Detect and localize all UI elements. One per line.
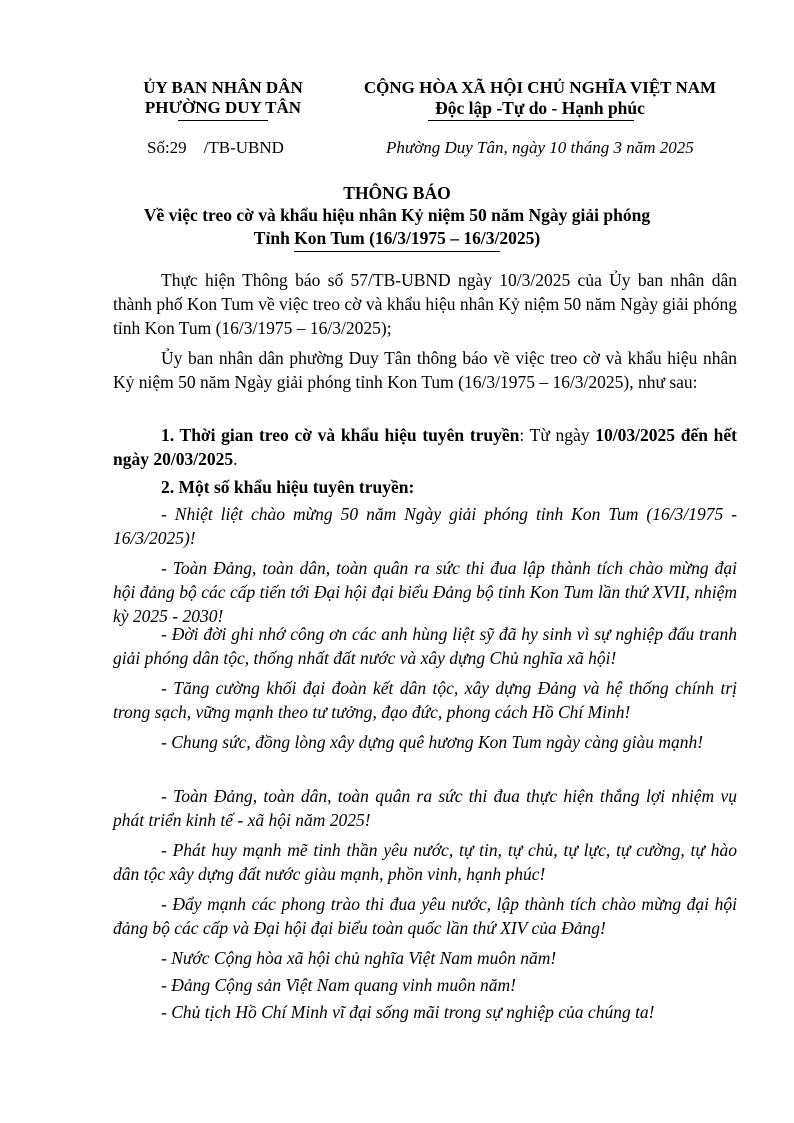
slogan-11 [113,1000,737,1024]
slogan-3 [113,622,737,670]
doc-subject-line2: Tỉnh Kon Tum (16/3/1975 – 16/3/2025) [253,228,541,248]
section-1-text: : Từ ngày [519,425,596,445]
slogan-text: - Đẩy mạnh các phong trào thi đua yêu nước, lập thành tích chào mừng đại hội đảng bộ các cấp và Đại hội đại biểu toàn quốc lần thứ XIV của Đảng! [113,894,737,938]
slogan-1 [113,502,737,550]
slogan-text: - Toàn Đảng, toàn dân, toàn quân ra sức thi đua lập thành tích chào mừng đại hội đảng bộ các cấp tiến tới Đại hội đại biểu Đảng bộ tỉnh Kon Tum lần thứ XVII, nhiệm kỳ 2025 - 2030! [113,558,737,626]
slogan-8 [113,892,737,940]
place-date: Phường Duy Tân, ngày 10 tháng 3 năm 2025 [386,138,694,157]
nation-motto: Độc lập -Tự do - Hạnh phúc [435,98,645,118]
slogan-10 [113,973,737,997]
org-underline [178,120,268,121]
title-underline [294,251,500,252]
nation-name: CỘNG HÒA XÃ HỘI CHỦ NGHĨA VIỆT NAM [363,78,717,97]
paragraph-text: Thực hiện Thông báo số 57/TB-UBND ngày 10/3/2025 của Ủy ban nhân dân thành phố Kon Tum về việc treo cờ và khẩu hiệu nhân Kỷ niệm 50 năm Ngày giải phóng tỉnh Kon Tum (16/3/1975 – 16/3/2025); [113,270,737,338]
slogan-text: - Đời đời ghi nhớ công ơn các anh hùng liệt sỹ đã hy sinh vì sự nghiệp đấu tranh giải phóng dân tộc, thống nhất đất nước và xây dựng Chủ nghĩa xã hội! [113,624,737,668]
slogan-text: - Chung sức, đồng lòng xây dựng quê hương Kon Tum ngày càng giàu mạnh! [161,732,704,752]
slogan-text: - Phát huy mạnh mẽ tinh thần yêu nước, tự tin, tự chủ, tự lực, tự cường, tự hào dân tộc xây dựng đất nước giàu mạnh, phồn vinh, hạnh phúc! [113,840,737,884]
slogan-text: - Nhiệt liệt chào mừng 50 năm Ngày giải phóng tỉnh Kon Tum (16/3/1975 - 16/3/2025)! [113,504,737,548]
slogan-text: - Toàn Đảng, toàn dân, toàn quân ra sức thi đua thực hiện thắng lợi nhiệm vụ phát triển kinh tế - xã hội năm 2025! [113,786,737,830]
intro-paragraph-1 [113,268,737,340]
slogan-text: - Tăng cường khối đại đoàn kết dân tộc, xây dựng Đảng và hệ thống chính trị trong sạch, vững mạnh theo tư tưởng, đạo đức, phong cách Hồ Chí Minh! [113,678,737,722]
section-2-heading: 2. Một số khẩu hiệu tuyên truyền: [161,477,415,497]
motto-underline [428,120,634,121]
section-1-heading: 1. Thời gian treo cờ và khẩu hiệu tuyên truyền [161,425,520,445]
intro-paragraph-2 [113,346,737,394]
section-1-dates: 10/03/2025 đến hết ngày 20/03/2025 [113,425,737,469]
slogan-5 [113,730,737,754]
section-1 [113,423,737,471]
slogan-4 [113,676,737,724]
doc-number: Số:29 /TB-UBND [147,138,284,157]
section-2 [113,475,737,499]
doc-subject-line1: Về việc treo cờ và khẩu hiệu nhân Kỷ niệm 50 năm Ngày giải phóng [143,205,651,225]
slogan-text: - Nước Cộng hòa xã hội chủ nghĩa Việt Nam muôn năm! [161,948,557,968]
doc-type-title: THÔNG BÁO [343,183,451,203]
section-1-end: . [233,449,238,469]
slogan-text: - Đảng Cộng sản Việt Nam quang vinh muôn năm! [161,975,516,995]
slogan-7 [113,838,737,886]
slogan-2 [113,556,737,628]
org-name-line2: PHƯỜNG DUY TÂN [144,98,302,117]
slogan-6 [113,784,737,832]
org-name-line1: ỦY BAN NHÂN DÂN [143,78,303,97]
paragraph-text: Ủy ban nhân dân phường Duy Tân thông báo về việc treo cờ và khẩu hiệu nhân Kỷ niệm 50 năm Ngày giải phóng tỉnh Kon Tum (16/3/1975 – 16/3/2025), như sau: [113,348,737,392]
slogan-text: - Chủ tịch Hồ Chí Minh vĩ đại sống mãi trong sự nghiệp của chúng ta! [161,1002,655,1022]
slogan-9 [113,946,737,970]
